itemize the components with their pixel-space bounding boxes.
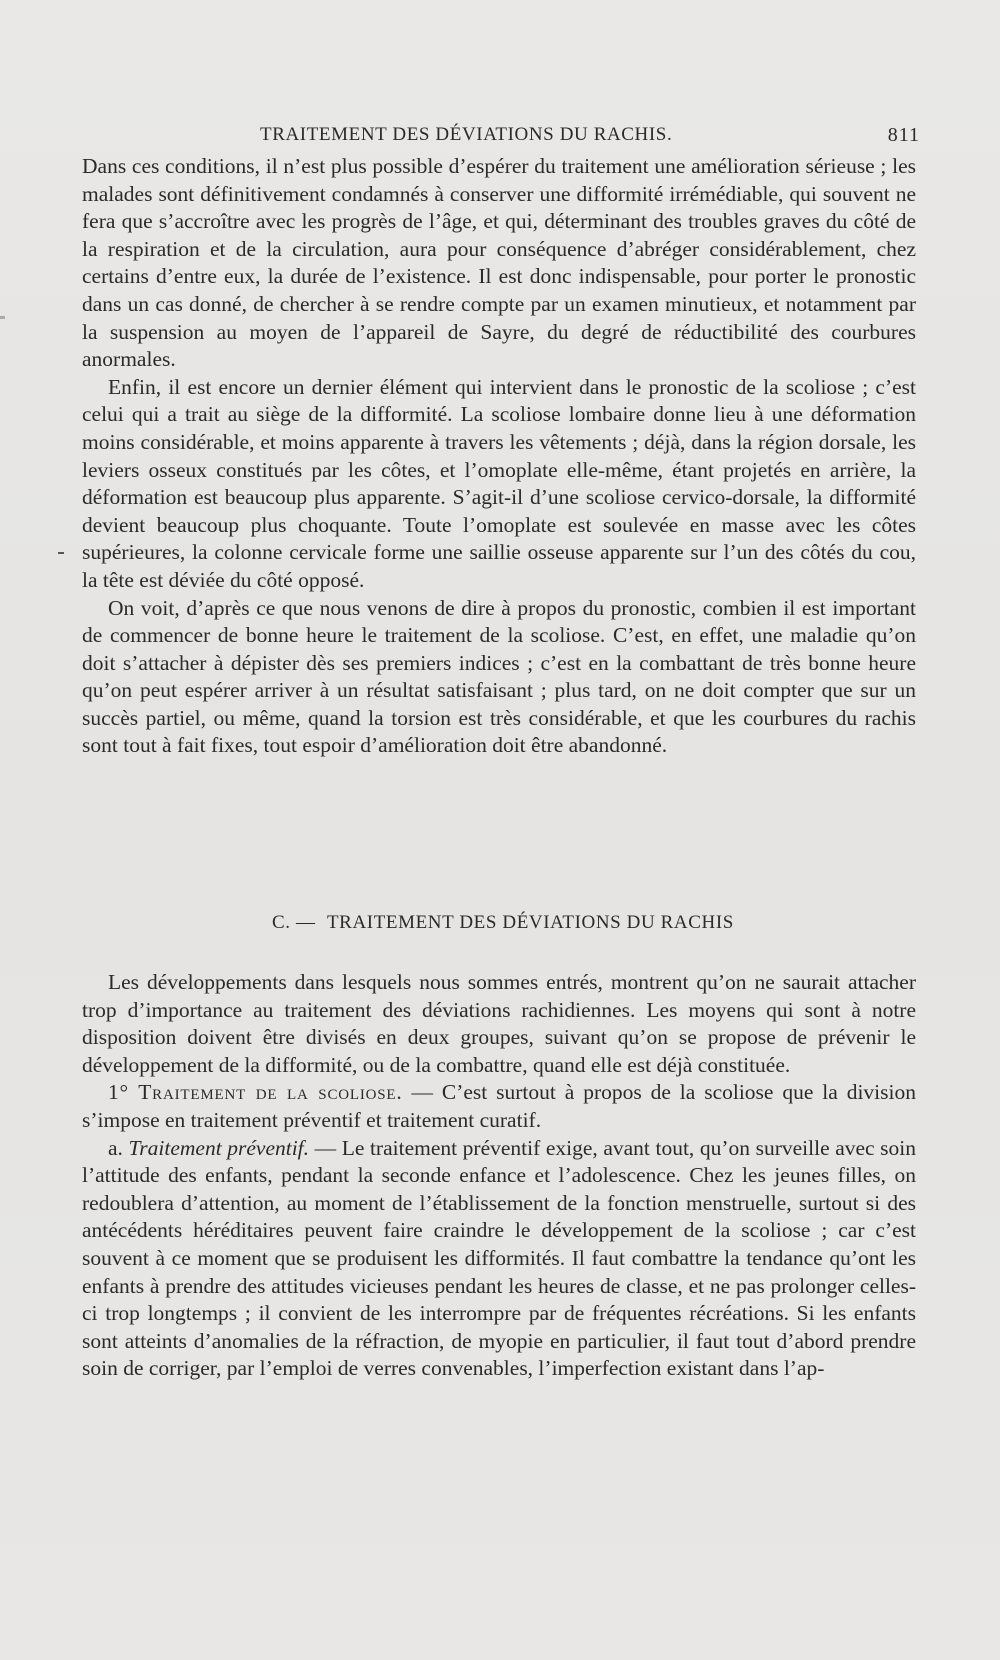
section-title: TRAITEMENT DES DÉVIATIONS DU RACHIS [326, 912, 734, 933]
paragraph-preventif [82, 1135, 916, 1383]
paragraph-scoliose [82, 1079, 916, 1134]
page-number: 811 [887, 124, 920, 146]
paragraph-siege: Enfin, il est encore un dernier élément qui intervient dans le pronostic de la scoliose ; c’est celui qui a trait au siège de la difformité. La scoliose lombaire donne lieu à une déformation moins considérable, et moins apparente à travers les vêtements ; déjà, dans la région dorsale, les leviers osseux constitués par les côtes, et l’omoplate elle-même, étant projetés en arrière, la déformation est beaucoup plus apparente. S’agit-il d’une scoliose cervico-dorsale, la difformité devient beaucoup plus choquante. Toute l’omoplate est soulevée en masse avec les côtes supérieures, la colonne cervicale forme une saillie osseuse apparente sur l’un des côtés du cou, la tête est déviée du côté opposé. [82, 374, 916, 592]
paragraph-intro: Les développements dans lesquels nous sommes entrés, montrent qu’on ne saurait attacher trop d’importance au traitement des déviations rachidiennes. Les moyens qui sont à notre disposition doivent être divisés en deux groupes, suivant qu’on se propose de prévenir le développement de la difformité, ou de la combattre, quand elle est déjà constituée. [82, 970, 916, 1077]
paragraph-scoliose-text: — C’est surtout à propos de la scoliose que la division s’impose en traitement préventif et traitement curatif. [82, 1080, 916, 1132]
running-title: TRAITEMENT DES DÉVIATIONS DU RACHIS. [260, 124, 673, 145]
running-head [260, 124, 920, 152]
paragraph-conclusion: On voit, d’après ce que nous venons de dire à propos du pronostic, combien il est important de commencer de bonne heure le traitement de la scoliose. C’est, en effet, une maladie qu’on doit s’attacher à dépister dès ses premiers indices ; c’est en la combattant de très bonne heure qu’on peut espérer arriver à un résultat satisfaisant ; plus tard, on ne doit compter que sur un succès partiel, ou même, quand la torsion est très considérable, et que les courbures du rachis sont tout à fait fixes, tout espoir d’amélioration doit être abandonné. [82, 595, 916, 758]
subsection-label-italic: Traitement préventif. [128, 1135, 310, 1160]
text-block-traitement [82, 969, 916, 1383]
item-letter: a. [108, 1135, 123, 1160]
paragraph-preventif-text: — Le traitement préventif exige, avant tout, qu’on surveille avec soin l’attitude des enfants, pendant la seconde enfance et l’adolescence. Chez les jeunes filles, on redoublera d’attention, au moment de l’établissement de la fonction menstruelle, surtout si des antécédents héréditaires peuvent faire craindre le développement de la scoliose ; car c’est souvent à ce moment que se produisent les difformités. Il faut combattre la tendance qu’ont les enfants à prendre des attitudes vicieuses pendant les heures de classe, et ne pas prolonger celles-ci trop longtemps ; il convient de les interrompre par de fréquentes récréations. Si les enfants sont atteints d’anomalies de la réfraction, de myopie en particulier, il faut tout d’abord prendre soin de corriger, par l’emploi de verres convenables, l’imperfection existant dans l’ap- [82, 1135, 917, 1381]
margin-mark [58, 552, 64, 554]
section-heading [0, 912, 1000, 934]
subsection-label: 1° Traitement de la scoliose. [108, 1080, 403, 1105]
page-edge-mark [0, 316, 5, 319]
section-letter: C. — [272, 912, 316, 933]
paragraph-continuation: Dans ces conditions, il n’est plus possible d’espérer du traitement une amélioration sérieuse ; les malades sont définitivement condamnés à conserver une difformité irrémédiable, qui souvent ne fera que s’accroître avec les progrès de l’âge, et qui, déterminant des troubles graves du côté de la respiration et de la circulation, aura pour conséquence d’abréger considérablement, chez certains d’entre eux, la durée de l’existence. Il est donc indispensable, pour porter le pronostic dans un cas donné, de chercher à se rendre compte par un examen minutieux, et notamment par la suspension au moyen de l’appareil de Sayre, du degré de réductibilité des courbures anormales. [82, 154, 916, 372]
text-block-pronostic [82, 153, 916, 760]
